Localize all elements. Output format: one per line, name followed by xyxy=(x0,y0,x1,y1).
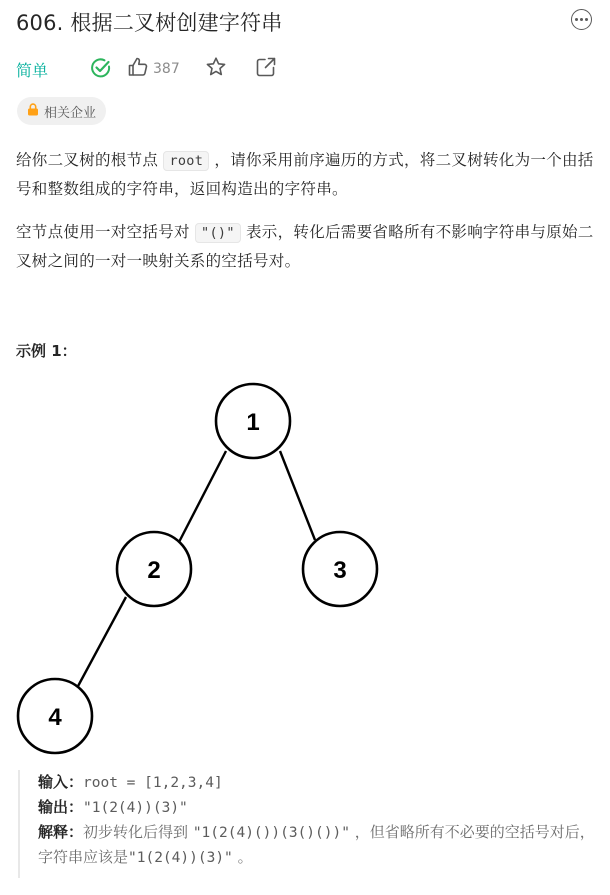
svg-text:4: 4 xyxy=(48,704,62,731)
example-input-value: root = [1,2,3,4] xyxy=(83,775,223,791)
tree-node-3 xyxy=(303,532,377,606)
example-title: 示例 1： xyxy=(16,342,77,360)
example-output-line: 输出："1(2(4))(3)" xyxy=(38,798,188,816)
difficulty-badge: 简单 xyxy=(16,61,49,80)
page-title: 606. 根据二叉树创建字符串 xyxy=(16,11,283,35)
tree-node-1 xyxy=(216,384,290,458)
svg-text:1: 1 xyxy=(246,409,260,436)
example-explanation: 解释：初步转化后得到 "1(2(4)())(3()())" ，但省略所有不必要的空括号对后，字符串应该是"1(2(4))(3)" 。 xyxy=(38,823,595,866)
thumbs-up-icon xyxy=(127,56,149,82)
lock-icon xyxy=(27,103,39,120)
edge-2-4 xyxy=(77,597,126,688)
inline-code-root: root xyxy=(163,151,209,171)
share-icon[interactable] xyxy=(255,56,277,82)
like-button[interactable] xyxy=(127,56,180,82)
star-icon[interactable] xyxy=(205,56,227,82)
example-input-line: 输入：root = [1,2,3,4] xyxy=(38,773,223,791)
meta-row xyxy=(16,54,316,82)
check-circle-icon xyxy=(90,57,112,83)
edge-1-3 xyxy=(280,451,315,540)
svg-text:2: 2 xyxy=(147,557,161,584)
tree-node-4 xyxy=(18,679,92,753)
more-icon[interactable] xyxy=(571,9,592,30)
binary-tree-diagram xyxy=(0,370,610,770)
tree-node-2 xyxy=(117,532,191,606)
edge-1-2 xyxy=(178,451,226,544)
related-companies-tag[interactable] xyxy=(17,97,106,125)
tag-label: 相关企业 xyxy=(44,105,97,121)
svg-text:3: 3 xyxy=(333,557,347,584)
like-count: 387 xyxy=(153,61,180,77)
example-block xyxy=(18,770,598,878)
inline-code-empty-parens: "()" xyxy=(195,223,241,243)
description-paragraph-1: 给你二叉树的根节点 root ，请你采用前序遍历的方式，将二叉树转化为一个由括号和整数组成的字符串，返回构造出的字符串。 xyxy=(16,151,594,198)
description-paragraph-2: 空节点使用一对空括号对 "()" 表示，转化后需要省略所有不影响字符串与原始二叉树之间的一对一映射关系的空括号对。 xyxy=(16,223,594,270)
example-output-value: "1(2(4))(3)" xyxy=(83,800,188,816)
